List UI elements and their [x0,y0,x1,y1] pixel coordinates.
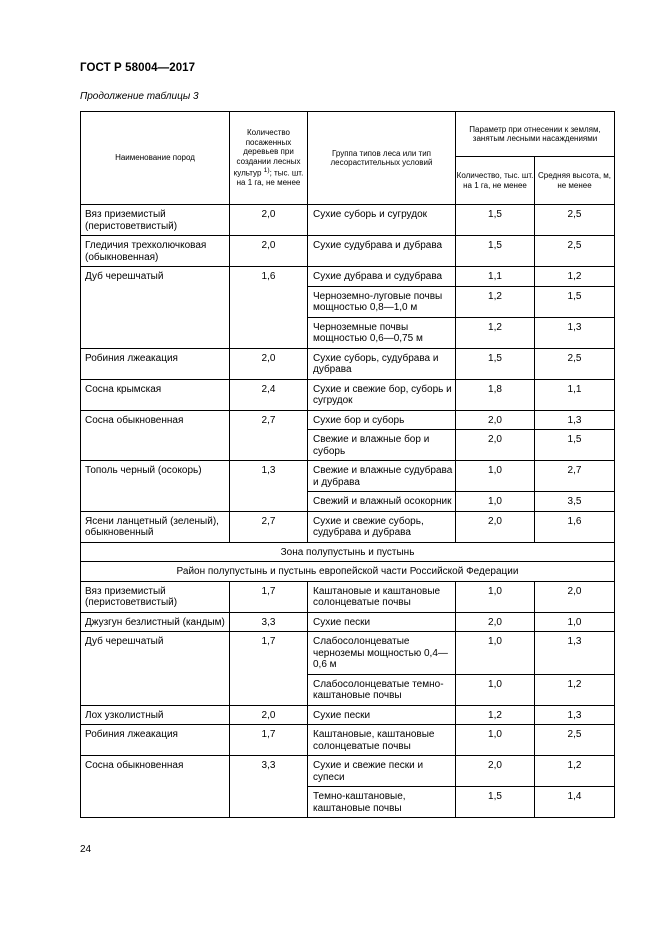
species-cell: Вяз приземистый (перистоветвистый) [81,581,230,612]
forest-type-cell: Черноземные почвы мощностью 0,6—0,75 м [308,317,456,348]
count-cell: 1,0 [456,492,535,512]
height-cell: 1,1 [535,379,615,410]
planted-qty-cell [230,286,308,317]
zone-row: Зона полупустынь и пустынь [81,542,615,562]
height-cell: 1,3 [535,317,615,348]
footnote-ref: 1) [263,167,270,175]
species-cell: Робиния лжеакация [81,348,230,379]
height-cell: 1,4 [535,787,615,818]
table-row [81,511,615,542]
planted-qty-cell: 2,7 [230,511,308,542]
species-cell: Дуб черешчатый [81,632,230,675]
count-cell: 1,8 [456,379,535,410]
height-cell: 1,3 [535,410,615,430]
height-cell: 1,5 [535,286,615,317]
count-cell: 1,2 [456,286,535,317]
species-cell: Тополь черный (осокорь) [81,461,230,492]
table-row [81,674,615,705]
count-cell: 1,0 [456,674,535,705]
forest-type-cell: Свежий и влажный осокорник [308,492,456,512]
header-parameter-group: Параметр при отнесении к землям, занятым лесными насаждениями [456,112,615,157]
table-row [81,581,615,612]
table-row [81,430,615,461]
species-cell: Ясени ланцетный (зеленый), обыкновенный [81,511,230,542]
species-cell: Дуб черешчатый [81,267,230,287]
species-cell: Робиния лжеакация [81,725,230,756]
forest-type-cell: Сухие и свежие пески и супеси [308,756,456,787]
forest-type-cell: Слабосолонцеватые черноземы мощностью 0,4—0,6 м [308,632,456,675]
page-number: 24 [80,844,92,855]
table-header [81,112,615,205]
forest-type-cell: Каштановые и каштановые солонцеватые почвы [308,581,456,612]
height-cell: 2,0 [535,581,615,612]
species-cell: Джузгун безлистный (кандым) [81,612,230,632]
planted-qty-cell [230,674,308,705]
height-cell: 1,2 [535,674,615,705]
count-cell: 1,1 [456,267,535,287]
count-cell: 1,0 [456,461,535,492]
planted-qty-cell: 2,0 [230,236,308,267]
region-row: Район полупустынь и пустынь европейской части Российской Федерации [81,562,615,582]
forest-type-cell: Свежие и влажные судубрава и дубрава [308,461,456,492]
species-table [80,111,615,818]
forest-type-cell: Сухие суборь и сугрудок [308,205,456,236]
table-row [81,348,615,379]
table-zone-heading [81,542,615,581]
planted-qty-cell: 2,7 [230,410,308,430]
table-row [81,267,615,287]
table-row [81,787,615,818]
count-cell: 2,0 [456,410,535,430]
species-cell [81,286,230,317]
species-cell: Лох узколистный [81,705,230,725]
count-cell: 1,0 [456,632,535,675]
forest-type-cell: Сухие бор и суборь [308,410,456,430]
forest-type-cell: Сухие и свежие суборь, судубрава и дубрава [308,511,456,542]
planted-qty-cell [230,787,308,818]
count-cell: 1,2 [456,317,535,348]
planted-qty-cell: 3,3 [230,756,308,787]
count-cell: 1,0 [456,581,535,612]
planted-qty-cell: 2,0 [230,205,308,236]
height-cell: 1,2 [535,756,615,787]
count-cell: 1,0 [456,725,535,756]
planted-qty-cell: 1,7 [230,581,308,612]
species-cell [81,674,230,705]
forest-type-cell: Свежие и влажные бор и суборь [308,430,456,461]
species-cell: Вяз приземистый (перистоветвистый) [81,205,230,236]
table-row [81,461,615,492]
planted-qty-cell [230,430,308,461]
planted-qty-cell: 2,0 [230,705,308,725]
height-cell: 3,5 [535,492,615,512]
forest-type-cell: Сухие и свежие бор, суборь и сугрудок [308,379,456,410]
forest-type-cell: Слабосолонцеватые темно-каштановые почвы [308,674,456,705]
forest-type-cell: Сухие судубрава и дубрава [308,236,456,267]
forest-type-cell: Сухие пески [308,705,456,725]
table-row [81,317,615,348]
species-cell: Сосна крымская [81,379,230,410]
count-cell: 1,2 [456,705,535,725]
table-row [81,705,615,725]
table-row [81,612,615,632]
header-species: Наименование пород [81,112,230,205]
planted-qty-cell: 1,6 [230,267,308,287]
height-cell: 1,3 [535,705,615,725]
species-cell [81,430,230,461]
table-row [81,286,615,317]
planted-qty-cell [230,317,308,348]
height-cell: 2,5 [535,236,615,267]
species-cell [81,787,230,818]
planted-qty-cell [230,492,308,512]
species-cell: Сосна обыкновенная [81,756,230,787]
count-cell: 2,0 [456,511,535,542]
table-row [81,236,615,267]
table-row [81,492,615,512]
table-row [81,205,615,236]
planted-qty-cell: 1,3 [230,461,308,492]
height-cell: 2,5 [535,348,615,379]
forest-type-cell: Черноземно-луговые почвы мощностью 0,8—1,0 м [308,286,456,317]
forest-type-cell: Сухие дубрава и судубрава [308,267,456,287]
document-standard-title: ГОСТ Р 58004—2017 [80,62,196,74]
count-cell: 1,5 [456,236,535,267]
height-cell: 1,0 [535,612,615,632]
height-cell: 1,2 [535,267,615,287]
count-cell: 2,0 [456,430,535,461]
species-cell: Сосна обыкновенная [81,410,230,430]
header-mean-height: Средняя высота, м, не менее [535,157,615,205]
count-cell: 2,0 [456,612,535,632]
height-cell: 2,5 [535,725,615,756]
table-row [81,379,615,410]
forest-type-cell: Сухие суборь, судубрава и дубрава [308,348,456,379]
height-cell: 1,5 [535,430,615,461]
height-cell: 1,3 [535,632,615,675]
header-count: Количество, тыс. шт. на 1 га, не менее [456,157,535,205]
count-cell: 2,0 [456,756,535,787]
height-cell: 2,7 [535,461,615,492]
planted-qty-cell: 2,0 [230,348,308,379]
table-caption: Продолжение таблицы 3 [80,91,199,102]
height-cell: 1,6 [535,511,615,542]
planted-qty-cell: 1,7 [230,632,308,675]
table-row [81,632,615,675]
count-cell: 1,5 [456,787,535,818]
planted-qty-cell: 2,4 [230,379,308,410]
planted-qty-cell: 3,3 [230,612,308,632]
header-planted-quantity: Количество посаженных деревьев при создании лесных культур $^{1)}$; тыс. шт. на 1 га, не менее [230,112,308,205]
forest-type-cell: Каштановые, каштановые солонцеватые почвы [308,725,456,756]
species-cell [81,492,230,512]
table-row [81,725,615,756]
forest-type-cell: Темно-каштановые, каштановые почвы [308,787,456,818]
table-section-forest [81,205,615,543]
count-cell: 1,5 [456,348,535,379]
table-row [81,756,615,787]
species-cell [81,317,230,348]
species-cell: Гледичия трехколючковая (обыкновенная) [81,236,230,267]
planted-qty-cell: 1,7 [230,725,308,756]
table-section-semidesert [81,581,615,818]
forest-type-cell: Сухие пески [308,612,456,632]
height-cell: 2,5 [535,205,615,236]
header-forest-type: Группа типов леса или тип лесорастительных условий [308,112,456,205]
table-row [81,410,615,430]
count-cell: 1,5 [456,205,535,236]
